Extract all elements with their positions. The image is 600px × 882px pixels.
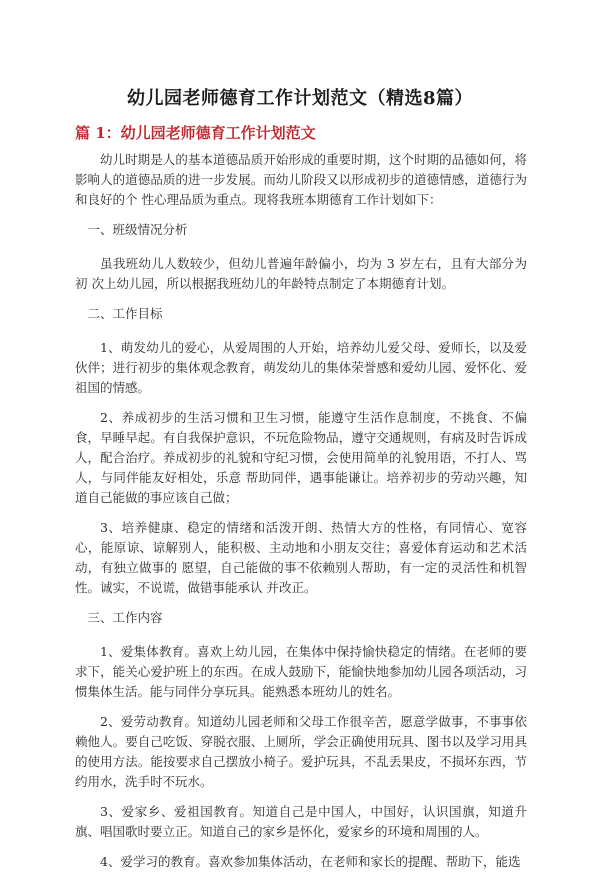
paragraph-content-3: 3、爱家乡、爱祖国教育。知道自己是中国人，中国好，认识国旗，知道升旗、唱国歌时要立正。知道自己的家乡是怀化，爱家乡的环境和周围的人。 (75, 804, 527, 839)
subheading-goals: 二、工作目标 (87, 306, 163, 321)
intro-paragraph: 幼儿时期是人的基本道德品质开始形成的重要时期，这个时期的品德如何，将影响人的道德品质的进一步发展。而幼儿阶段又以形成初步的道德情感，道德行为和良好的个 性心理品质为重点。现将我班本期德育工作计划如下： (75, 152, 527, 207)
paragraph-content-2: 2、爱劳动教育。知道幼儿园老师和父母工作很辛苦，愿意学做事，不事事依 赖他人。要自己吃饭、穿脱衣服、上厕所，学会正确使用玩具、图书以及学习用具的使用方法。能按要求自己摆放小椅子。爱护玩具，不乱丢果皮，不损坏东西，节约用水，洗手时不玩水。 (75, 714, 527, 789)
paragraph-content-4: 4、爱学习的教育。喜欢参加集体活动，在老师和家长的提醒、帮助下，能选 (100, 854, 521, 869)
paragraph-goal-1: 1、萌发幼儿的爱心，从爱周围的人开始，培养幼儿爱父母、爱师长，以及爱 伙伴；进行初步的集体观念教育，萌发幼儿的集体荣誉感和爱幼儿园、爱怀化、爱祖国的情感。 (75, 340, 527, 395)
paragraph-class-analysis: 虽我班幼儿人数较少，但幼儿普遍年龄偏小，均为 3 岁左右，且有大部分为初 次上幼儿园，所以根据我班幼儿的年龄特点制定了本期德育计划。 (75, 256, 527, 291)
paragraph-content-1: 1、爱集体教育。喜欢上幼儿园，在集体中保持愉快稳定的情绪。在老师的要 求下，能关心爱护班上的东西。在成人鼓励下，能愉快地参加幼儿园各项活动，习惯集体生活。能与同伴分享玩具。能熟悉本班幼儿的姓名。 (75, 644, 527, 699)
paragraph-goal-2: 2、养成初步的生活习惯和卫生习惯，能遵守生活作息制度，不挑食、不偏食，早睡早起。有自我保护意识，不玩危险物品，遵守交通规则，有病及时告诉成人，配合治疗。养成初步的礼貌和守纪习惯，会使用简单的礼貌用语，不打人、骂人，与同伴能友好相处，乐意 帮助同伴，遇事能谦让。培养初步的劳动兴趣，知道自己能做的事应该自己做； (75, 410, 527, 505)
paragraph-goal-3: 3、培养健康、稳定的情绪和活泼开朗、热情大方的性格，有同情心、宽容心，能原谅、谅解别人，能积极、主动地和小朋友交往；喜爱体育运动和艺术活动，有独立做事的 愿望，自己能做的事不依赖别人帮助，有一定的灵活性和机智性。诚实，不说谎，做错事能承认 并改正。 (75, 520, 527, 595)
subheading-content: 三、工作内容 (87, 610, 163, 625)
document-body (75, 150, 527, 882)
subheading-class-analysis: 一、班级情况分析 (87, 222, 188, 237)
section-heading: 篇 1：幼儿园老师德育工作计划范文 (75, 124, 316, 142)
document-title: 幼儿园老师德育工作计划范文（精选8篇） (126, 88, 474, 109)
